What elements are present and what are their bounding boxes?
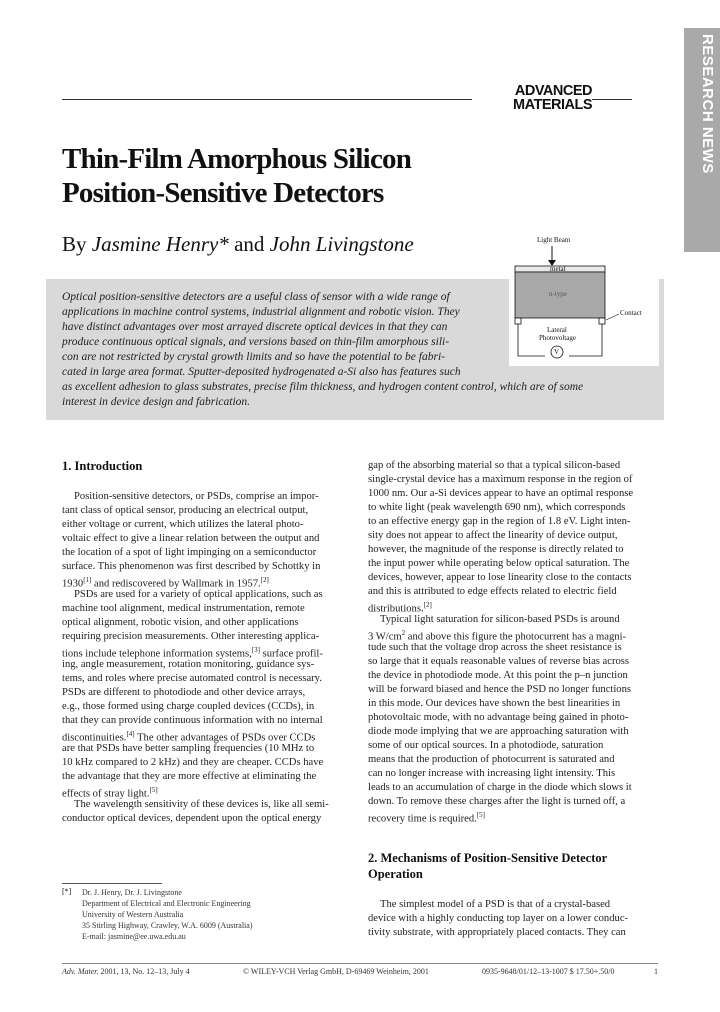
- body-line: tems, and roles where precise automated control is necessary.: [62, 673, 322, 684]
- footnote-line: University of Western Australia: [82, 910, 184, 919]
- abstract-line: Optical position-sensitive detectors are a useful class of sensor with a wide range of: [62, 291, 450, 303]
- body-line: can no longer increase with increasing light intensity. This: [368, 768, 616, 779]
- body-line: devices, however, appear to lose linearity close to the contacts: [368, 572, 632, 583]
- footnote-line: E-mail: jasmine@ee.uwa.edu.au: [82, 932, 186, 941]
- body-line: photovoltaic mode, with no advantage being gained in photo-: [368, 712, 629, 723]
- authors-by: By: [62, 232, 87, 256]
- author-2: John Livingstone: [269, 232, 414, 256]
- footer-rule: [62, 963, 658, 964]
- journal-logo-line2: MATERIALS: [512, 97, 592, 113]
- body-line: however, the magnitude of the response is directly related to: [368, 544, 624, 555]
- label-contact: Contact: [620, 309, 642, 317]
- footnote-line: 35 Stirling Highway, Crawley, W.A. 6009 (Australia): [82, 921, 253, 930]
- body-line: tant class of optical sensor, producing an electrical output,: [62, 505, 309, 516]
- body-line: 1930[1] and rediscovered by Wallmark in 1957.[2]: [62, 576, 269, 590]
- footer-citation: [62, 967, 190, 976]
- psd-schematic-figure: [509, 236, 659, 366]
- page-number: 1: [654, 967, 658, 976]
- title-line-1: Thin-Film Amorphous Silicon: [62, 143, 412, 175]
- footer-volume: 2001, 13, No. 12–13, July 4: [100, 967, 190, 976]
- abstract-line: have distinct advantages over most arrayed discrete optical devices in that they can: [62, 321, 448, 333]
- body-line: The wavelength sensitivity of these devices is, like all semi-: [74, 799, 329, 810]
- body-line: voltaic effect to give a linear relation between the output and: [62, 533, 320, 544]
- authors-and: and: [234, 232, 265, 256]
- header-rule-right: [592, 99, 632, 100]
- body-line: discontinuities.[4] The other advantages of PSDs over CCDs: [62, 730, 316, 744]
- title-line-2: Position-Sensitive Detectors: [62, 177, 384, 209]
- body-line: are that PSDs have better sampling frequencies (10 MHz to: [62, 743, 315, 754]
- abstract-line: cated in large area format. Sputter-deposited hydrogenated a-Si also has features such: [62, 366, 461, 378]
- body-line: conductor optical devices, dependent upon the optical energy: [62, 813, 322, 824]
- footer-code: 0935-9648/01/12–13-1007 $ 17.50+.50/0: [482, 967, 615, 976]
- section-tab: [684, 28, 720, 252]
- abstract-line: as excellent adhesion to glass substrates, precise film thickness, and hydrogen content control, which are of some: [62, 381, 584, 393]
- footnote-line: Department of Electrical and Electronic Engineering: [82, 899, 251, 908]
- footer-journal: Adv. Mater.: [62, 967, 99, 976]
- body-line: some of our optical sources. In a photodiode, saturation: [368, 740, 604, 751]
- body-line: tude such that the voltage drop across the sheet resistance is: [368, 642, 622, 653]
- body-line: gap of the absorbing material so that a typical silicon-based: [368, 460, 621, 471]
- body-line: the advantage that they are more effective at eliminating the: [62, 771, 317, 782]
- abstract-line: produce continuous optical signals, and versions based on thin-film amorphous sili-: [62, 336, 450, 348]
- body-line: so large that it equals reasonable values of reverse bias across: [368, 656, 630, 667]
- footnote-mark: [*]: [62, 887, 72, 896]
- body-line: distributions.[2]: [368, 601, 432, 615]
- body-line: the location of a spot of light impinging on a semiconductor: [62, 547, 317, 558]
- article-title: [62, 142, 502, 210]
- body-line: diode mode implying that we are approaching saturation with: [368, 726, 629, 737]
- abstract-line: interest in device design and fabrication.: [62, 396, 251, 408]
- body-line: and this is attributed to edge effects related to electric field: [368, 586, 617, 597]
- journal-logo: [474, 84, 592, 112]
- body-line: the input power while operating below optical saturation. The: [368, 558, 630, 569]
- body-line: either voltage or current, which utilizes the lateral photo-: [62, 519, 304, 530]
- author-line: [62, 232, 414, 257]
- body-line: PSDs are used for a variety of optical applications, such as: [74, 589, 323, 600]
- body-line: tions include telephone information systems,[3] surface profil-: [62, 646, 323, 660]
- body-line: device with a highly conducting top layer on a lower conduc-: [368, 913, 629, 924]
- body-line: 10 kHz compared to 2 kHz) and they are cheaper. CCDs have: [62, 757, 324, 768]
- body-line: 3 $W/cm^2$ and above this figure the photocurrent has a magni-: [368, 629, 627, 643]
- body-line: single-crystal device has a maximum response in the region of: [368, 474, 633, 485]
- body-line: effects of stray light.[5]: [62, 786, 158, 800]
- section-heading-mechanisms-cont: Operation: [368, 867, 423, 881]
- body-line: PSDs are different to photodiode and other device arrays,: [62, 687, 306, 698]
- header-rule-left: [62, 99, 472, 100]
- abstract-line: applications in machine control systems, industrial alignment and robotic vision. They: [62, 306, 460, 318]
- footnote-line: Dr. J. Henry, Dr. J. Livingstone: [82, 888, 182, 897]
- footer-publisher: © WILEY-VCH Verlag GmbH, D-69469 Weinheim, 2001: [243, 967, 429, 976]
- section-heading-introduction: 1. Introduction: [62, 459, 143, 473]
- section-heading-mechanisms: 2. Mechanisms of Position-Sensitive Detector: [368, 851, 608, 865]
- author-1: Jasmine Henry*: [91, 232, 229, 256]
- label-n-type: n-type: [549, 290, 567, 298]
- body-line: ing, angle measurement, rotation monitoring, guidance sys-: [62, 659, 315, 670]
- body-line: optical alignment, robotic vision, and other applications: [62, 617, 299, 628]
- label-lateral: Lateral: [547, 326, 567, 334]
- right-contact: [599, 318, 605, 324]
- psd-schematic-drawing: [509, 236, 659, 366]
- label-photovoltage: Photovoltage: [539, 334, 576, 342]
- body-line: Typical light saturation for silicon-based PSDs is around: [380, 614, 620, 625]
- body-line: tivity substrate, with appropriately placed contacts. They can: [368, 927, 626, 938]
- body-line: machine tool alignment, medical instrumentation, remote: [62, 603, 305, 614]
- body-line: in this mode. Our devices have shown the best linearities in: [368, 698, 621, 709]
- label-light-beam: Light Beam: [537, 236, 571, 244]
- body-line: sity does not appear to affect the linearity of device output,: [368, 530, 618, 541]
- footnote-rule: [62, 883, 162, 884]
- body-line: e.g., those formed using charge coupled devices (CCDs), in: [62, 701, 315, 712]
- body-line: recovery time is required.[5]: [368, 811, 486, 825]
- label-voltmeter: V: [554, 348, 560, 356]
- body-line: requiring precision measurements. Other interesting applica-: [62, 631, 320, 642]
- label-metal: metal: [550, 265, 566, 273]
- body-line: down. To remove these charges after the light is turned off, a: [368, 796, 626, 807]
- body-line: Position-sensitive detectors, or PSDs, comprise an impor-: [74, 491, 319, 502]
- body-line: to white light (peak wavelength 690 nm), which corresponds: [368, 502, 626, 513]
- body-line: 1000 nm. Our a-Si devices appear to have an optimal response: [368, 488, 634, 499]
- body-line: will be forward biased and hence the PSD no longer functions: [368, 684, 632, 695]
- body-line: surface. This phenomenon was first described by Schottky in: [62, 561, 321, 572]
- abstract-line: con are not restricted by crystal growth limits and so have the potential to be fabri-: [62, 351, 445, 363]
- body-line: means that the production of photocurrent is saturated and: [368, 754, 615, 765]
- body-line: to an effective energy gap in the region of 1.8 eV. Light inten-: [368, 516, 631, 527]
- body-line: The simplest model of a PSD is that of a crystal-based: [380, 899, 611, 910]
- body-line: that they can provide continuous information with no internal: [62, 715, 323, 726]
- contact-pointer: [606, 314, 619, 320]
- body-line: leads to an accumulation of charge in the diode which slows it: [368, 782, 632, 793]
- journal-logo-line1: ADVANCED: [514, 83, 592, 99]
- left-contact: [515, 318, 521, 324]
- section-tab-label: RESEARCH NEWS: [699, 34, 716, 174]
- body-line: the device in photodiode mode. At this point the p–n junction: [368, 670, 628, 681]
